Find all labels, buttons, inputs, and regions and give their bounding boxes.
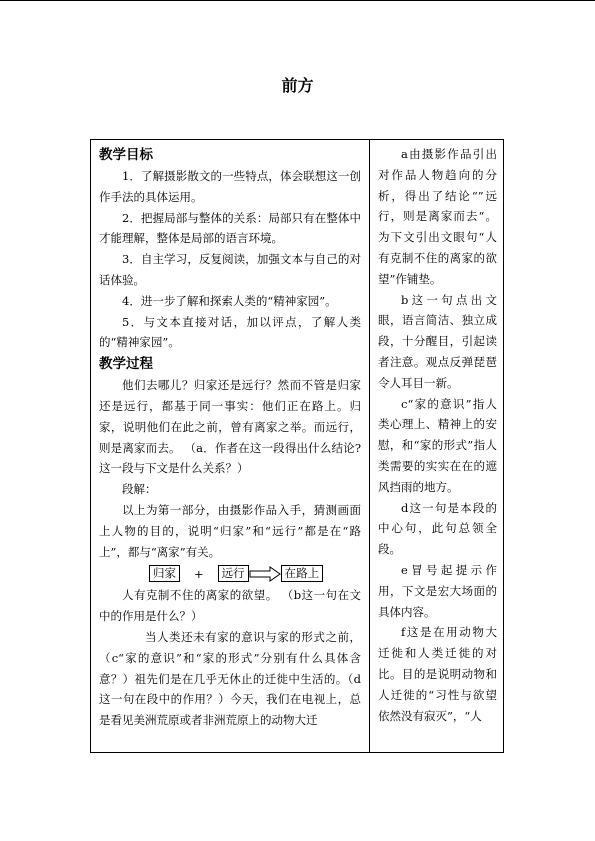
text-paragraph: 他们去哪儿？归家还是远行？然而不管是归家还是远行，都基于同一事实：他们正在路上。归家，说明他们在此之前，曾有离家之举。而远行，则是离家而去。 （a．作者在这一段得出什么结论?这一段与下文是什么关系？） [99, 378, 361, 476]
goal-item: 2．把握局部与整体的关系：局部只有在整体中才能理解，整体是局部的语言环境。 [99, 210, 361, 246]
goal-item: 3．自主学习，反复阅读，加强文本与自己的对话体验。 [99, 252, 361, 287]
goal-item: 5．与文本直接对话，加以评点，了解人类的“精神家园”。 [99, 314, 361, 350]
text-paragraph: 段解： [122, 482, 157, 497]
main-text-column [91, 140, 370, 752]
lesson-table [90, 139, 504, 753]
right-arrow-icon [249, 566, 281, 582]
annotation-note: b这一句点出文眼，语言简洁、独立成段，十分醒目，引起读者注意。观点反弹琵琶令人耳目一新。 [378, 292, 497, 390]
goal-item: 4．进一步了解和探索人类的“精神家园”。 [122, 293, 337, 308]
annotation-note: a由摄影作品引出对作品人物趋向的分析，得出了结论“”远行，则是离家而去“。为下文引出文眼句“人有克制不住的离家的欲望”作铺垫。 [378, 147, 497, 286]
annotation-note: f这是在用动物大迁徙和人类迁徙的对比。目的是说明动物和人迁徙的“习性与欲望依然没有寂灭”，“人 [378, 625, 497, 723]
top-rule [0, 0, 595, 1]
text-paragraph: 人有克制不住的离家的欲望。 （b这一句在文中的作用是什么？） [99, 588, 361, 624]
text-paragraph: 以上为第一部分，由摄影作品入手，猜测画面上人物的目的，说明“归家”和“远行”都是在“路上”，都与“离家”有关。 [99, 502, 361, 559]
page-title: 前方 [281, 76, 314, 95]
diagram-box-home: 归家 [149, 565, 180, 582]
annotation-column [370, 140, 503, 752]
process-heading: 教学过程 [99, 356, 153, 373]
diagram-box-travel: 远行 [218, 565, 249, 582]
annotation-note: c“家的意识”指人类心理上、精神上的安慰，和“家的形式”指人类需要的实实在在的遮风挡雨的地方。 [378, 396, 497, 494]
goals-heading: 教学目标 [99, 147, 153, 163]
annotation-note: d这一句是本段的中心句，此句总领全段。 [378, 500, 497, 557]
concept-diagram [99, 563, 361, 584]
diagram-box-on-road: 在路上 [281, 565, 324, 582]
diagram-plus: + [194, 566, 204, 581]
annotation-note: e冒号起提示作用，下文是宏大场面的具体内容。 [378, 562, 497, 619]
text-paragraph: 当人类还未有家的意识与家的形式之前，（c“家的意识”和“家的形式”分别有什么具体含意？）祖先们是在几乎无休止的迁徙中生活的。（d这一句在段中的作用？）今天，我们在电视上，总是看见美洲荒原或者非洲荒原上的动物大迁 [99, 629, 361, 728]
goal-item: 1．了解摄影散文的一些特点，体会联想这一创作手法的具体运用。 [99, 169, 361, 204]
